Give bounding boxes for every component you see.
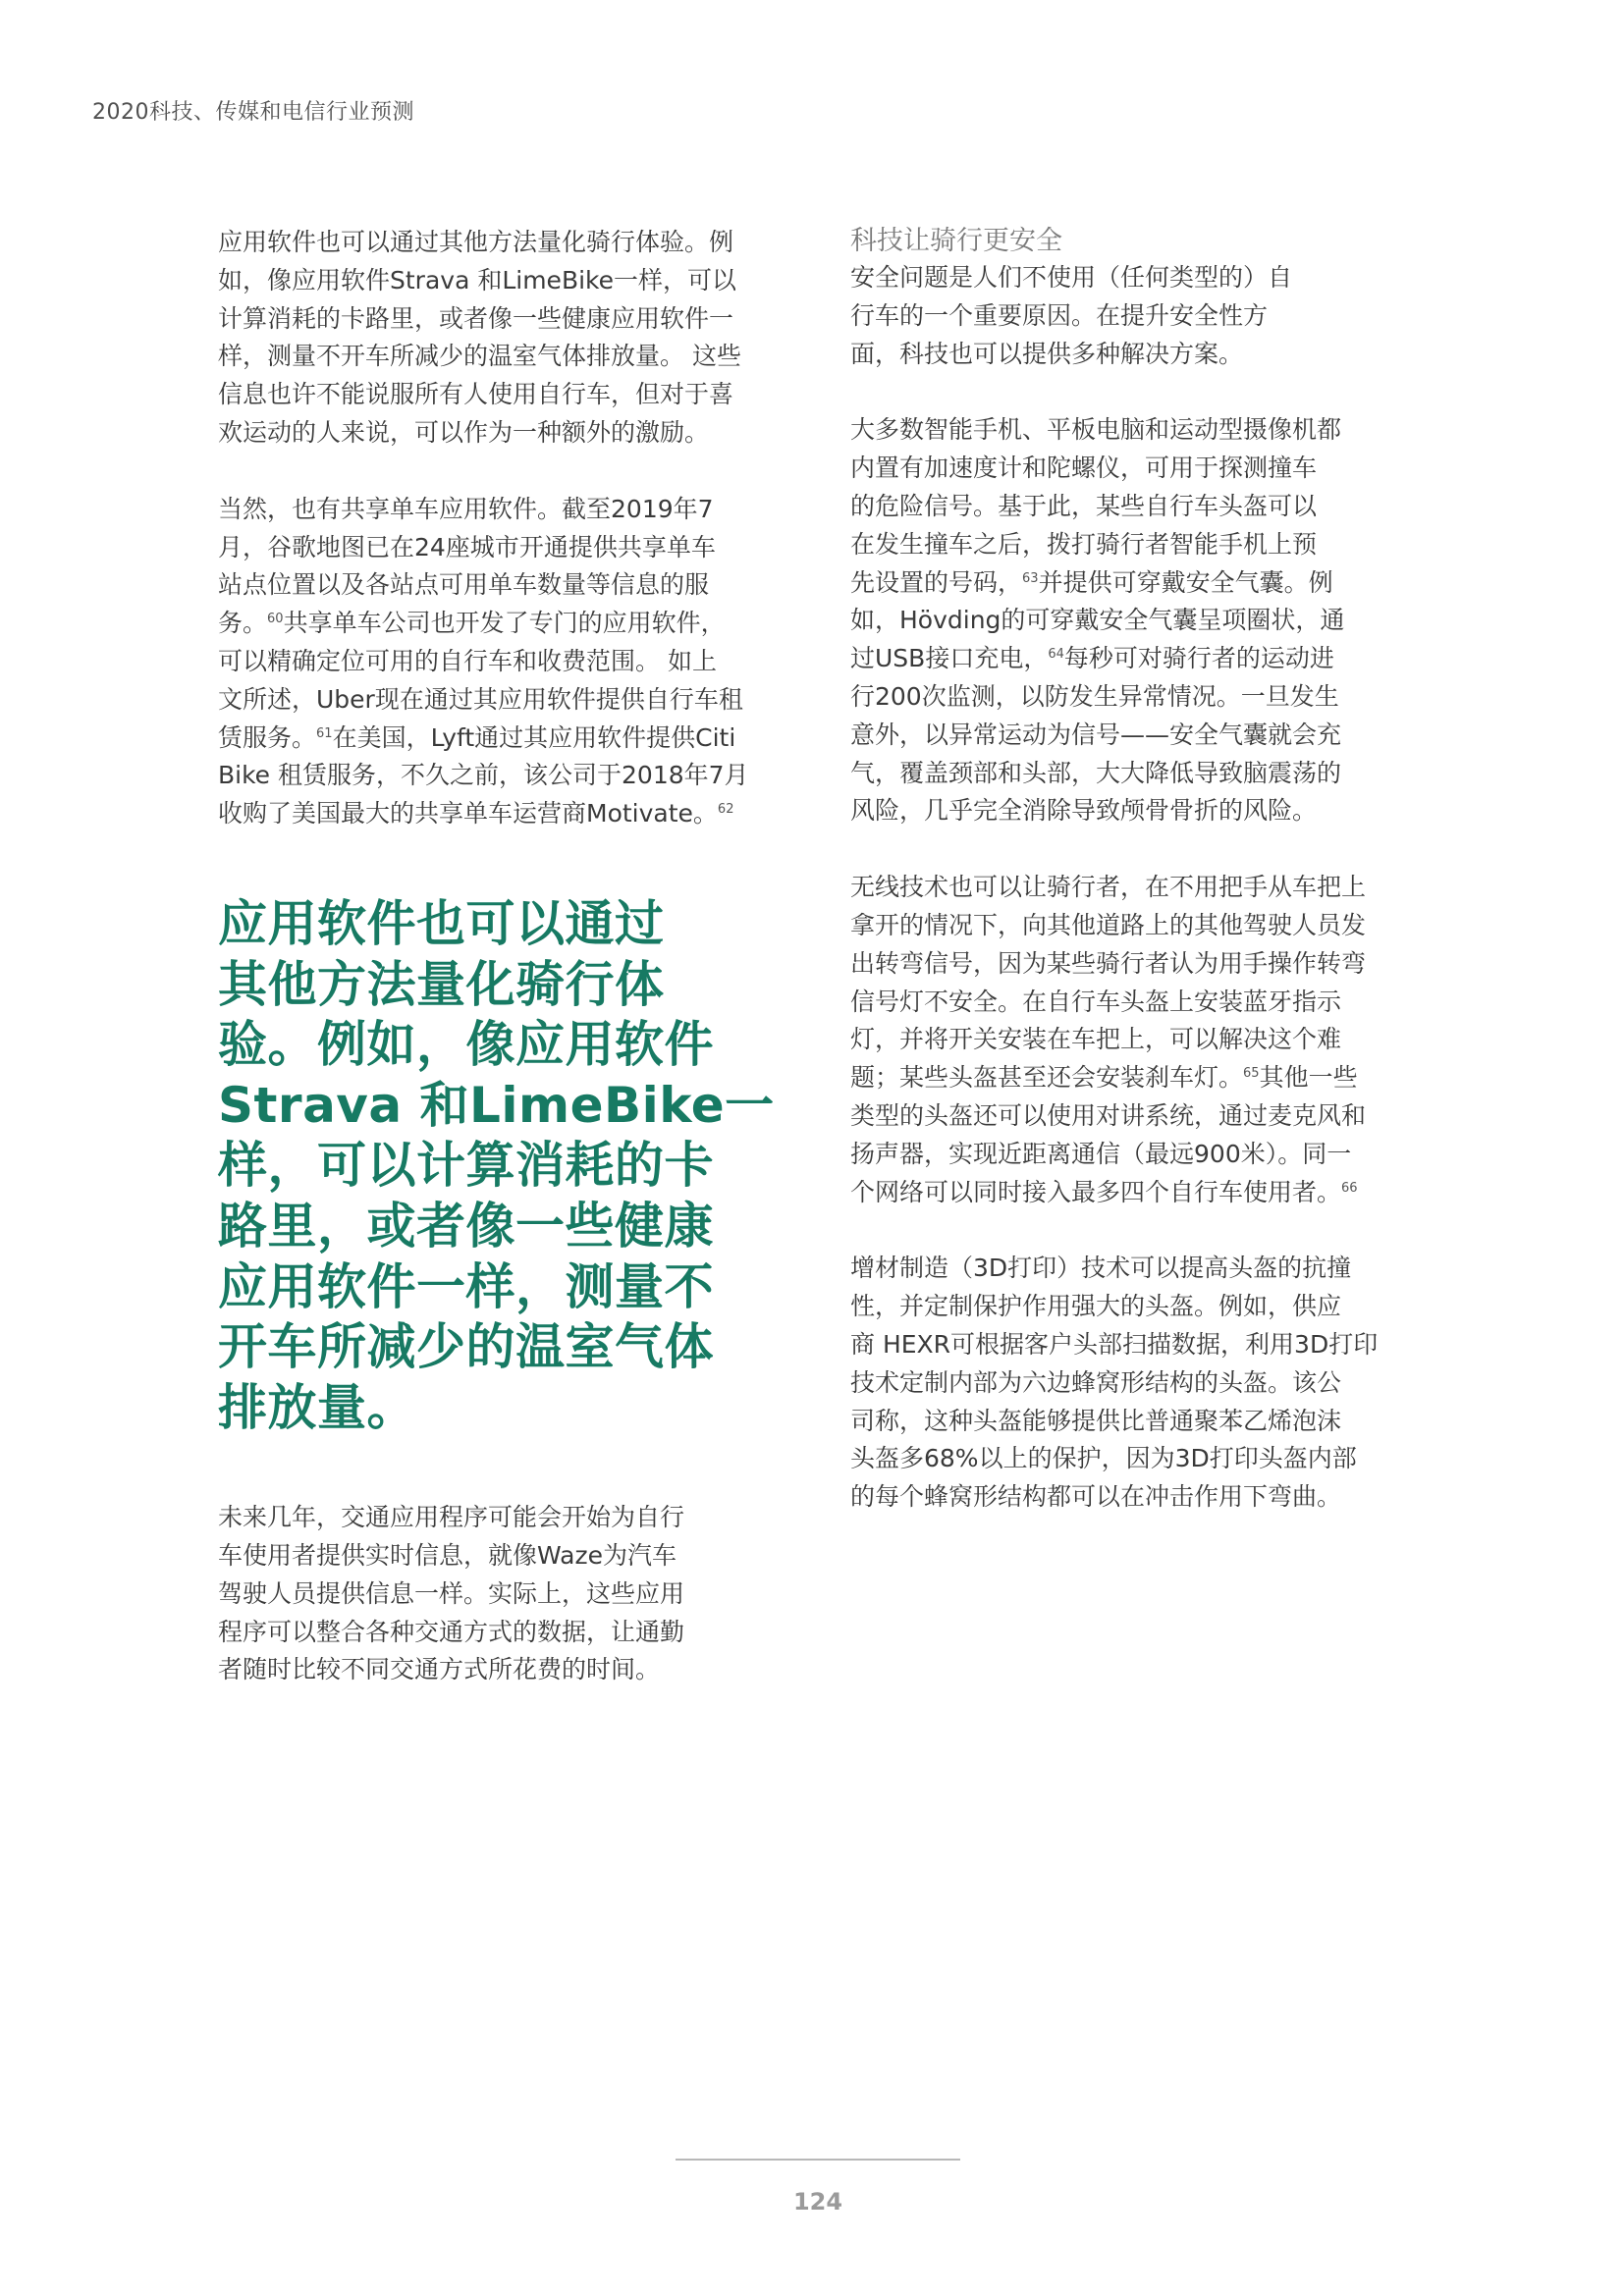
body-paragraph-helmets [850, 411, 1406, 830]
right-column [850, 224, 1406, 1555]
footnote-ref: 65 [1243, 1066, 1260, 1082]
footnote-ref: 66 [1341, 1180, 1358, 1196]
footer-divider [676, 2159, 960, 2161]
text-run: 其他一些 类型的头盔还可以使用对讲系统，通过麦克风和 扬声器，实现近距离通信（最远900米）。同一 个网络可以同时接入最多四个自行车使用者。 [850, 1063, 1367, 1206]
text-run: 共享单车公司也开发了专门的应用软件， 可以精确定位可用的自行车和收费范围。 如上 文所述，Uber现在通过其应用软件提供自行车租 赁服务。 [218, 609, 743, 752]
section-heading: 科技让骑行更安全 [850, 226, 1062, 256]
footnote-ref: 61 [316, 725, 333, 741]
body-paragraph: 安全问题是人们不使用（任何类型的）自 行车的一个重要原因。在提升安全性方 面，科技也可以提供多种解决方案。 [850, 263, 1293, 368]
body-paragraph: 应用软件也可以通过其他方法量化骑行体验。例 如，像应用软件Strava 和LimeBike一样，可以 计算消耗的卡路里，或者像一些健康应用软件一 样，测量不开车所减少的温室气体排放量。 这些 信息也许不能说服所有人使用自行车，但对于喜 欢运动的人来说，可以作为一种额外的激励。 [218, 228, 741, 447]
text-run: 无线技术也可以让骑行者，在不用把手从车把上 拿开的情况下，向其他道路上的其他驾驶人员发 出转弯信号，因为某些骑行者认为用手操作转弯 信号灯不安全。在自行车头盔上安装蓝牙指示 灯，并将开关安装在车把上，可以解决这个难 题；某些头盔甚至还会安装刹车灯。 [850, 873, 1367, 1093]
footnote-ref: 63 [1022, 570, 1039, 586]
running-header: 2020科技、传媒和电信行业预测 [92, 100, 414, 125]
footnote-ref: 62 [717, 802, 734, 818]
text-run: 每秒可对骑行者的运动进 行200次监测，以防发生异常情况。一旦发生 意外，以异常运动为信号——安全气囊就会充 气，覆盖颈部和头部，大大降低导致脑震荡的 风险，几乎完全消除导致颅骨骨折的风险。 [850, 644, 1342, 826]
body-paragraph-bikeshare [218, 491, 778, 833]
left-column [218, 224, 778, 1728]
text-run: 当然，也有共享单车应用软件。截至2019年7 月，谷歌地图已在24座城市开通提供共享单车 站点位置以及各站点可用单车数量等信息的服 务。 [218, 494, 716, 638]
text-run: 并提供可穿戴安全气囊。例 如，Hövding的可穿戴安全气囊呈项圈状，通 过USB接口充电， [850, 567, 1345, 673]
footnote-ref: 64 [1048, 647, 1064, 663]
page-number: 124 [792, 2188, 843, 2216]
body-paragraph: 未来几年，交通应用程序可能会开始为自行 车使用者提供实时信息，就像Waze为汽车 驾驶人员提供信息一样。实际上，这些应用 程序可以整合各种交通方式的数据，让通勤 者随时比较不同交通方式所花费的时间。 [218, 1503, 685, 1684]
body-paragraph-3d-printing: 增材制造（3D打印）技术可以提高头盔的抗撞 性，并定制保护作用强大的头盔。例如，供应 商 HEXR可根据客户头部扫描数据，利用3D打印 技术定制内部为六边蜂窝形结构的头盔。该公 司称，这种头盔能够提供比普通聚苯乙烯泡沫 头盔多68%以上的保护，因为3D打印头盔内部 的每个蜂窝形结构都可以在冲击作用下弯曲。 [850, 1254, 1379, 1512]
pull-quote: 应用软件也可以通过 其他方法量化骑行体 验。例如，像应用软件 Strava 和LimeBike一 样，可以计算消耗的卡 路里，或者像一些健康 应用软件一样，测量不 开车所减少的温室气体 排放量。 [218, 894, 775, 1436]
body-paragraph-wireless [850, 869, 1406, 1211]
text-run: 在美国，Lyft通过其应用软件提供Citi Bike 租赁服务，不久之前，该公司于2018年7月 收购了美国最大的共享单车运营商Motivate。 [218, 722, 749, 828]
text-run: 大多数智能手机、平板电脑和运动型摄像机都 内置有加速度计和陀螺仪，可用于探测撞车 的危险信号。基于此，某些自行车头盔可以 在发生撞车之后，拨打骑行者智能手机上预 先设置的号码， [850, 415, 1342, 597]
footnote-ref: 60 [267, 612, 284, 627]
